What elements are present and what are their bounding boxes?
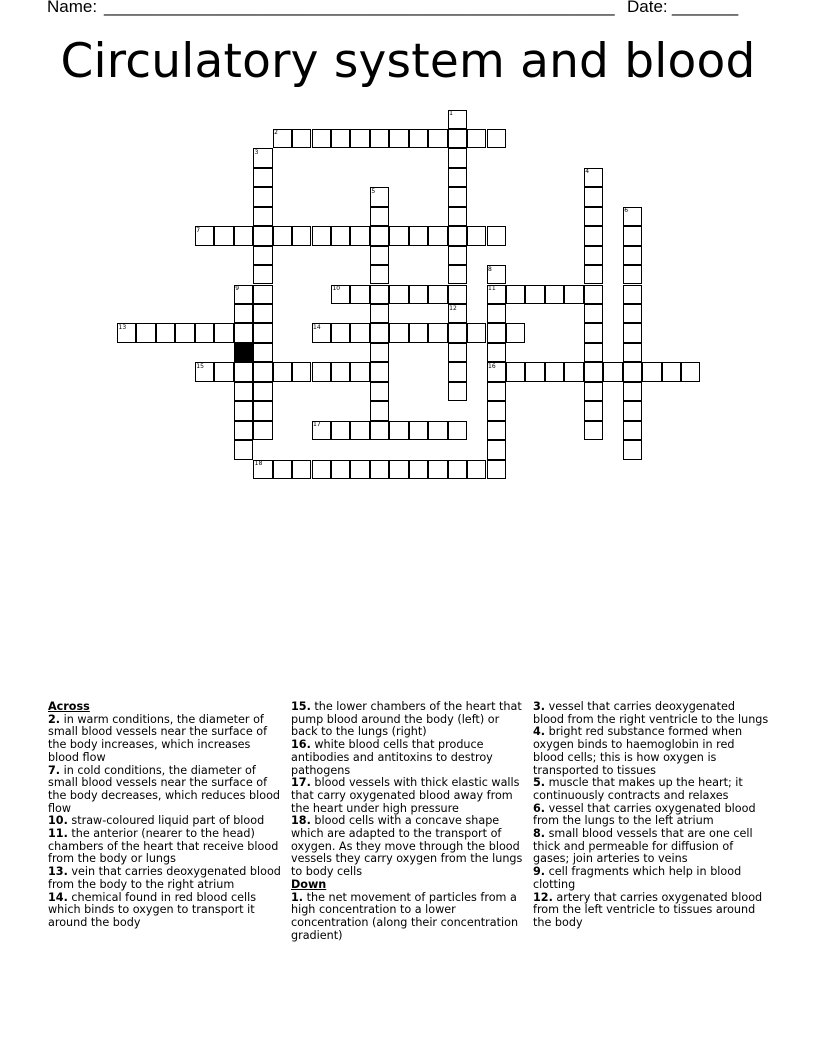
grid-cell[interactable]: [623, 285, 642, 304]
grid-cell[interactable]: [428, 226, 447, 245]
grid-cell[interactable]: [273, 362, 292, 381]
grid-cell[interactable]: [312, 129, 331, 148]
grid-cell[interactable]: [525, 285, 544, 304]
grid-cell[interactable]: [623, 323, 642, 342]
grid-cell[interactable]: [331, 460, 350, 479]
grid-cell[interactable]: [584, 226, 603, 245]
grid-cell[interactable]: [564, 362, 583, 381]
grid-cell[interactable]: [409, 421, 428, 440]
grid-cell[interactable]: [428, 421, 447, 440]
grid-cell[interactable]: [253, 401, 272, 420]
clue-down-9: 9. cell fragments which help in blood clotting: [533, 865, 742, 891]
grid-cell[interactable]: [350, 129, 369, 148]
grid-cell[interactable]: [584, 401, 603, 420]
clue-across-2: 2. in warm conditions, the diameter of small blood vessels near the surface of the body increases, which increases blood flow: [48, 712, 268, 764]
grid-cell[interactable]: [448, 207, 467, 226]
grid-cell[interactable]: [487, 304, 506, 323]
grid-cell[interactable]: [331, 129, 350, 148]
grid-cell[interactable]: [370, 460, 389, 479]
grid-cell[interactable]: [389, 285, 408, 304]
grid-cell[interactable]: [428, 460, 447, 479]
grid-cell[interactable]: [350, 421, 369, 440]
clue-down-6: 6. vessel that carries oxygenated blood from the lungs to the left atrium: [533, 801, 756, 828]
clue-across-18: 18. blood cells with a concave shape which are adapted to the transport of oxygen. As they move through the blood vessels they carry oxygen from the lungs to body cells: [291, 814, 523, 879]
grid-cell[interactable]: [234, 226, 253, 245]
grid-cell[interactable]: [584, 246, 603, 265]
grid-cell[interactable]: [487, 460, 506, 479]
grid-cell[interactable]: [409, 285, 428, 304]
grid-cell[interactable]: [506, 285, 525, 304]
clue-across-17: 17. blood vessels with thick elastic walls that carry oxygenated blood away from the heart under high pressure: [291, 776, 520, 815]
clue-number: 7: [196, 226, 201, 234]
grid-cell[interactable]: [234, 323, 253, 342]
clue-down-5: 5. muscle that makes up the heart; it continuously contracts and relaxes: [533, 776, 743, 802]
grid-cell[interactable]: [370, 421, 389, 440]
grid-cell[interactable]: [428, 323, 447, 342]
grid-cell[interactable]: [234, 421, 253, 440]
grid-cell[interactable]: [370, 401, 389, 420]
grid-cell[interactable]: [448, 362, 467, 381]
grid-cell[interactable]: [370, 304, 389, 323]
grid-cell[interactable]: [409, 129, 428, 148]
grid-cell[interactable]: [409, 460, 428, 479]
grid-cell[interactable]: [370, 362, 389, 381]
grid-cell[interactable]: [370, 246, 389, 265]
grid-cell[interactable]: [448, 148, 467, 167]
grid-cell[interactable]: [331, 421, 350, 440]
down-heading: Down: [291, 877, 327, 891]
grid-cell[interactable]: [623, 401, 642, 420]
clue-number: 9: [235, 285, 240, 293]
grid-cell[interactable]: [409, 226, 428, 245]
clue-number: 8: [488, 265, 492, 273]
clue-down-4: 4. bright red substance formed when oxygen binds to haemoglobin in red blood cells; this is how oxygen is transported to tissues: [533, 725, 743, 777]
grid-cell[interactable]: [350, 285, 369, 304]
clue-number: 11: [488, 285, 496, 293]
grid-cell[interactable]: [584, 285, 603, 304]
clues-column-1: [48, 701, 284, 930]
grid-cell[interactable]: [623, 265, 642, 284]
clue-number: 4: [585, 168, 590, 176]
grid-cell[interactable]: [487, 129, 506, 148]
grid-cell[interactable]: [584, 343, 603, 362]
grid-cell[interactable]: [623, 362, 642, 381]
clue-number: 18: [254, 460, 263, 468]
grid-cell[interactable]: [487, 323, 506, 342]
grid-cell[interactable]: [428, 285, 447, 304]
grid-cell[interactable]: [584, 187, 603, 206]
grid-cell[interactable]: [389, 421, 408, 440]
grid-cell[interactable]: [370, 265, 389, 284]
clue-number: 16: [488, 362, 496, 370]
grid-cell[interactable]: [448, 460, 467, 479]
grid-cell[interactable]: [350, 323, 369, 342]
grid-cell[interactable]: [545, 362, 564, 381]
clue-number: 12: [449, 304, 457, 312]
grid-cell[interactable]: [273, 226, 292, 245]
clue-number: 17: [313, 421, 321, 429]
grid-cell[interactable]: [467, 226, 486, 245]
grid-cell[interactable]: [623, 440, 642, 459]
clue-number: 13: [118, 323, 127, 331]
grid-cell[interactable]: [253, 362, 272, 381]
grid-cell[interactable]: [234, 382, 253, 401]
grid-cell[interactable]: [312, 362, 331, 381]
grid-cell[interactable]: [487, 226, 506, 245]
grid-cell[interactable]: [584, 362, 603, 381]
grid-cell[interactable]: [448, 168, 467, 187]
grid-cell[interactable]: [136, 323, 155, 342]
clues-column-3: [533, 701, 769, 930]
grid-cell[interactable]: [253, 304, 272, 323]
grid-cell[interactable]: [253, 207, 272, 226]
grid-cell[interactable]: [350, 362, 369, 381]
grid-cell[interactable]: [506, 323, 525, 342]
grid-cell[interactable]: [156, 323, 175, 342]
clue-down-8: 8. small blood vessels that are one cell thick and permeable for diffusion of gases; join arteries to veins: [533, 827, 753, 866]
grid-cell[interactable]: [331, 323, 350, 342]
grid-cell[interactable]: [448, 246, 467, 265]
grid-cell[interactable]: [448, 187, 467, 206]
clues-column-2: [291, 701, 527, 942]
date-line[interactable]: _______: [672, 0, 739, 16]
grid-cell[interactable]: [253, 285, 272, 304]
grid-cell[interactable]: [312, 460, 331, 479]
grid-cell[interactable]: [487, 382, 506, 401]
grid-cell[interactable]: [448, 226, 467, 245]
grid-cell[interactable]: [370, 285, 389, 304]
grid-cell[interactable]: [253, 382, 272, 401]
grid-cell[interactable]: [487, 343, 506, 362]
grid-cell[interactable]: [331, 226, 350, 245]
grid-cell[interactable]: [584, 304, 603, 323]
grid-cell[interactable]: [175, 323, 194, 342]
grid-cell[interactable]: [253, 343, 272, 362]
grid-cell[interactable]: [350, 460, 369, 479]
grid-cell[interactable]: [623, 382, 642, 401]
grid-cell[interactable]: [448, 323, 467, 342]
clue-number: 15: [196, 362, 204, 370]
grid-cell[interactable]: [370, 226, 389, 245]
page-title: Circulatory system and blood: [60, 34, 756, 89]
grid-cell[interactable]: [525, 362, 544, 381]
grid-cell[interactable]: [448, 129, 467, 148]
clue-across-15: 15. the lower chambers of the heart that pump blood around the body (left) or back to the lungs (right): [291, 700, 522, 739]
clue-number: 14: [313, 323, 321, 331]
grid-cell[interactable]: [234, 362, 253, 381]
grid-cell[interactable]: [584, 265, 603, 284]
grid-cell[interactable]: [234, 401, 253, 420]
grid-cell[interactable]: [623, 226, 642, 245]
clue-number: 5: [371, 187, 376, 195]
grid-cell[interactable]: [389, 460, 408, 479]
clue-across-11: 11. the anterior (nearer to the head) chambers of the heart that receive blood from the body or lungs: [48, 827, 279, 866]
grid-cell[interactable]: [467, 460, 486, 479]
grid-cell[interactable]: [564, 285, 583, 304]
grid-cell[interactable]: [331, 362, 350, 381]
clue-across-14: 14. chemical found in red blood cells which binds to oxygen to transport it around the body: [48, 890, 257, 929]
grid-cell[interactable]: [506, 362, 525, 381]
name-line[interactable]: ______________________________________________________: [104, 0, 615, 16]
grid-cell[interactable]: [642, 362, 661, 381]
grid-cell[interactable]: [487, 421, 506, 440]
grid-cell[interactable]: [545, 285, 564, 304]
grid-cell[interactable]: [292, 362, 311, 381]
grid-cell[interactable]: [623, 246, 642, 265]
grid-cell[interactable]: [370, 129, 389, 148]
grid-cell[interactable]: [214, 226, 233, 245]
clue-number: 6: [624, 207, 629, 215]
grid-cell[interactable]: [487, 401, 506, 420]
grid-cell[interactable]: [253, 187, 272, 206]
grid-cell[interactable]: [623, 304, 642, 323]
name-label: Name:: [47, 0, 98, 16]
grid-cell[interactable]: [409, 323, 428, 342]
grid-cell[interactable]: [214, 323, 233, 342]
grid-cell[interactable]: [253, 226, 272, 245]
grid-cell[interactable]: [448, 285, 467, 304]
grid-cell[interactable]: [292, 460, 311, 479]
grid-cell[interactable]: [389, 226, 408, 245]
grid-cell[interactable]: [253, 323, 272, 342]
clue-across-7: 7. in cold conditions, the diameter of small blood vessels near the surface of the body decreases, which reduces blood flow: [48, 763, 281, 815]
grid-cell[interactable]: [273, 460, 292, 479]
grid-cell[interactable]: [584, 421, 603, 440]
grid-cell[interactable]: [603, 362, 622, 381]
grid-cell[interactable]: [389, 129, 408, 148]
across-heading: Across: [48, 700, 90, 713]
grid-cell[interactable]: [467, 129, 486, 148]
grid-cell[interactable]: [623, 343, 642, 362]
grid-cell[interactable]: [448, 382, 467, 401]
grid-cell[interactable]: [448, 421, 467, 440]
clue-across-16: 16. white blood cells that produce antibodies and antitoxins to destroy pathogens: [291, 738, 493, 777]
grid-cell[interactable]: [214, 362, 233, 381]
grid-cell[interactable]: [292, 129, 311, 148]
grid-cell[interactable]: [370, 323, 389, 342]
grid-cell[interactable]: [253, 168, 272, 187]
clue-down-12: 12. artery that carries oxygenated blood from the left ventricle to tissues around the body: [533, 890, 763, 929]
grid-cell[interactable]: [312, 226, 331, 245]
grid-black-cell: [234, 343, 253, 362]
grid-cell[interactable]: [253, 246, 272, 265]
grid-cell[interactable]: [370, 343, 389, 362]
grid-cell[interactable]: [389, 323, 408, 342]
grid-cell[interactable]: [292, 226, 311, 245]
clue-across-13: 13. vein that carries deoxygenated blood from the body to the right atrium: [48, 865, 281, 891]
clue-number: 3: [254, 148, 259, 156]
grid-cell[interactable]: [350, 226, 369, 245]
grid-cell[interactable]: [234, 440, 253, 459]
grid-cell[interactable]: [662, 362, 681, 381]
grid-cell[interactable]: [370, 382, 389, 401]
date-label: Date:: [627, 0, 668, 16]
clue-number: 10: [332, 285, 341, 293]
grid-cell[interactable]: [253, 265, 272, 284]
crossword-grid: [0, 0, 816, 500]
grid-cell[interactable]: [448, 343, 467, 362]
clue-number: 1: [449, 110, 453, 117]
clue-across-10: 10. straw-coloured liquid part of blood: [48, 814, 265, 828]
grid-cell[interactable]: [253, 421, 272, 440]
clue-number: 2: [274, 129, 278, 137]
clue-down-1: 1. the net movement of particles from a high concentration to a lower concentration (along their concentration gradient): [291, 890, 519, 942]
grid-cell[interactable]: [370, 207, 389, 226]
grid-cell[interactable]: [584, 382, 603, 401]
grid-cell[interactable]: [584, 323, 603, 342]
grid-cell[interactable]: [467, 323, 486, 342]
grid-cell[interactable]: [448, 265, 467, 284]
grid-cell[interactable]: [195, 323, 214, 342]
grid-cell[interactable]: [584, 207, 603, 226]
grid-cell[interactable]: [681, 362, 700, 381]
grid-cell[interactable]: [623, 421, 642, 440]
grid-cell[interactable]: [234, 304, 253, 323]
grid-cell[interactable]: [428, 129, 447, 148]
grid-cell[interactable]: [487, 440, 506, 459]
clue-down-3: 3. vessel that carries deoxygenated blood from the right ventricle to the lungs: [533, 700, 769, 726]
